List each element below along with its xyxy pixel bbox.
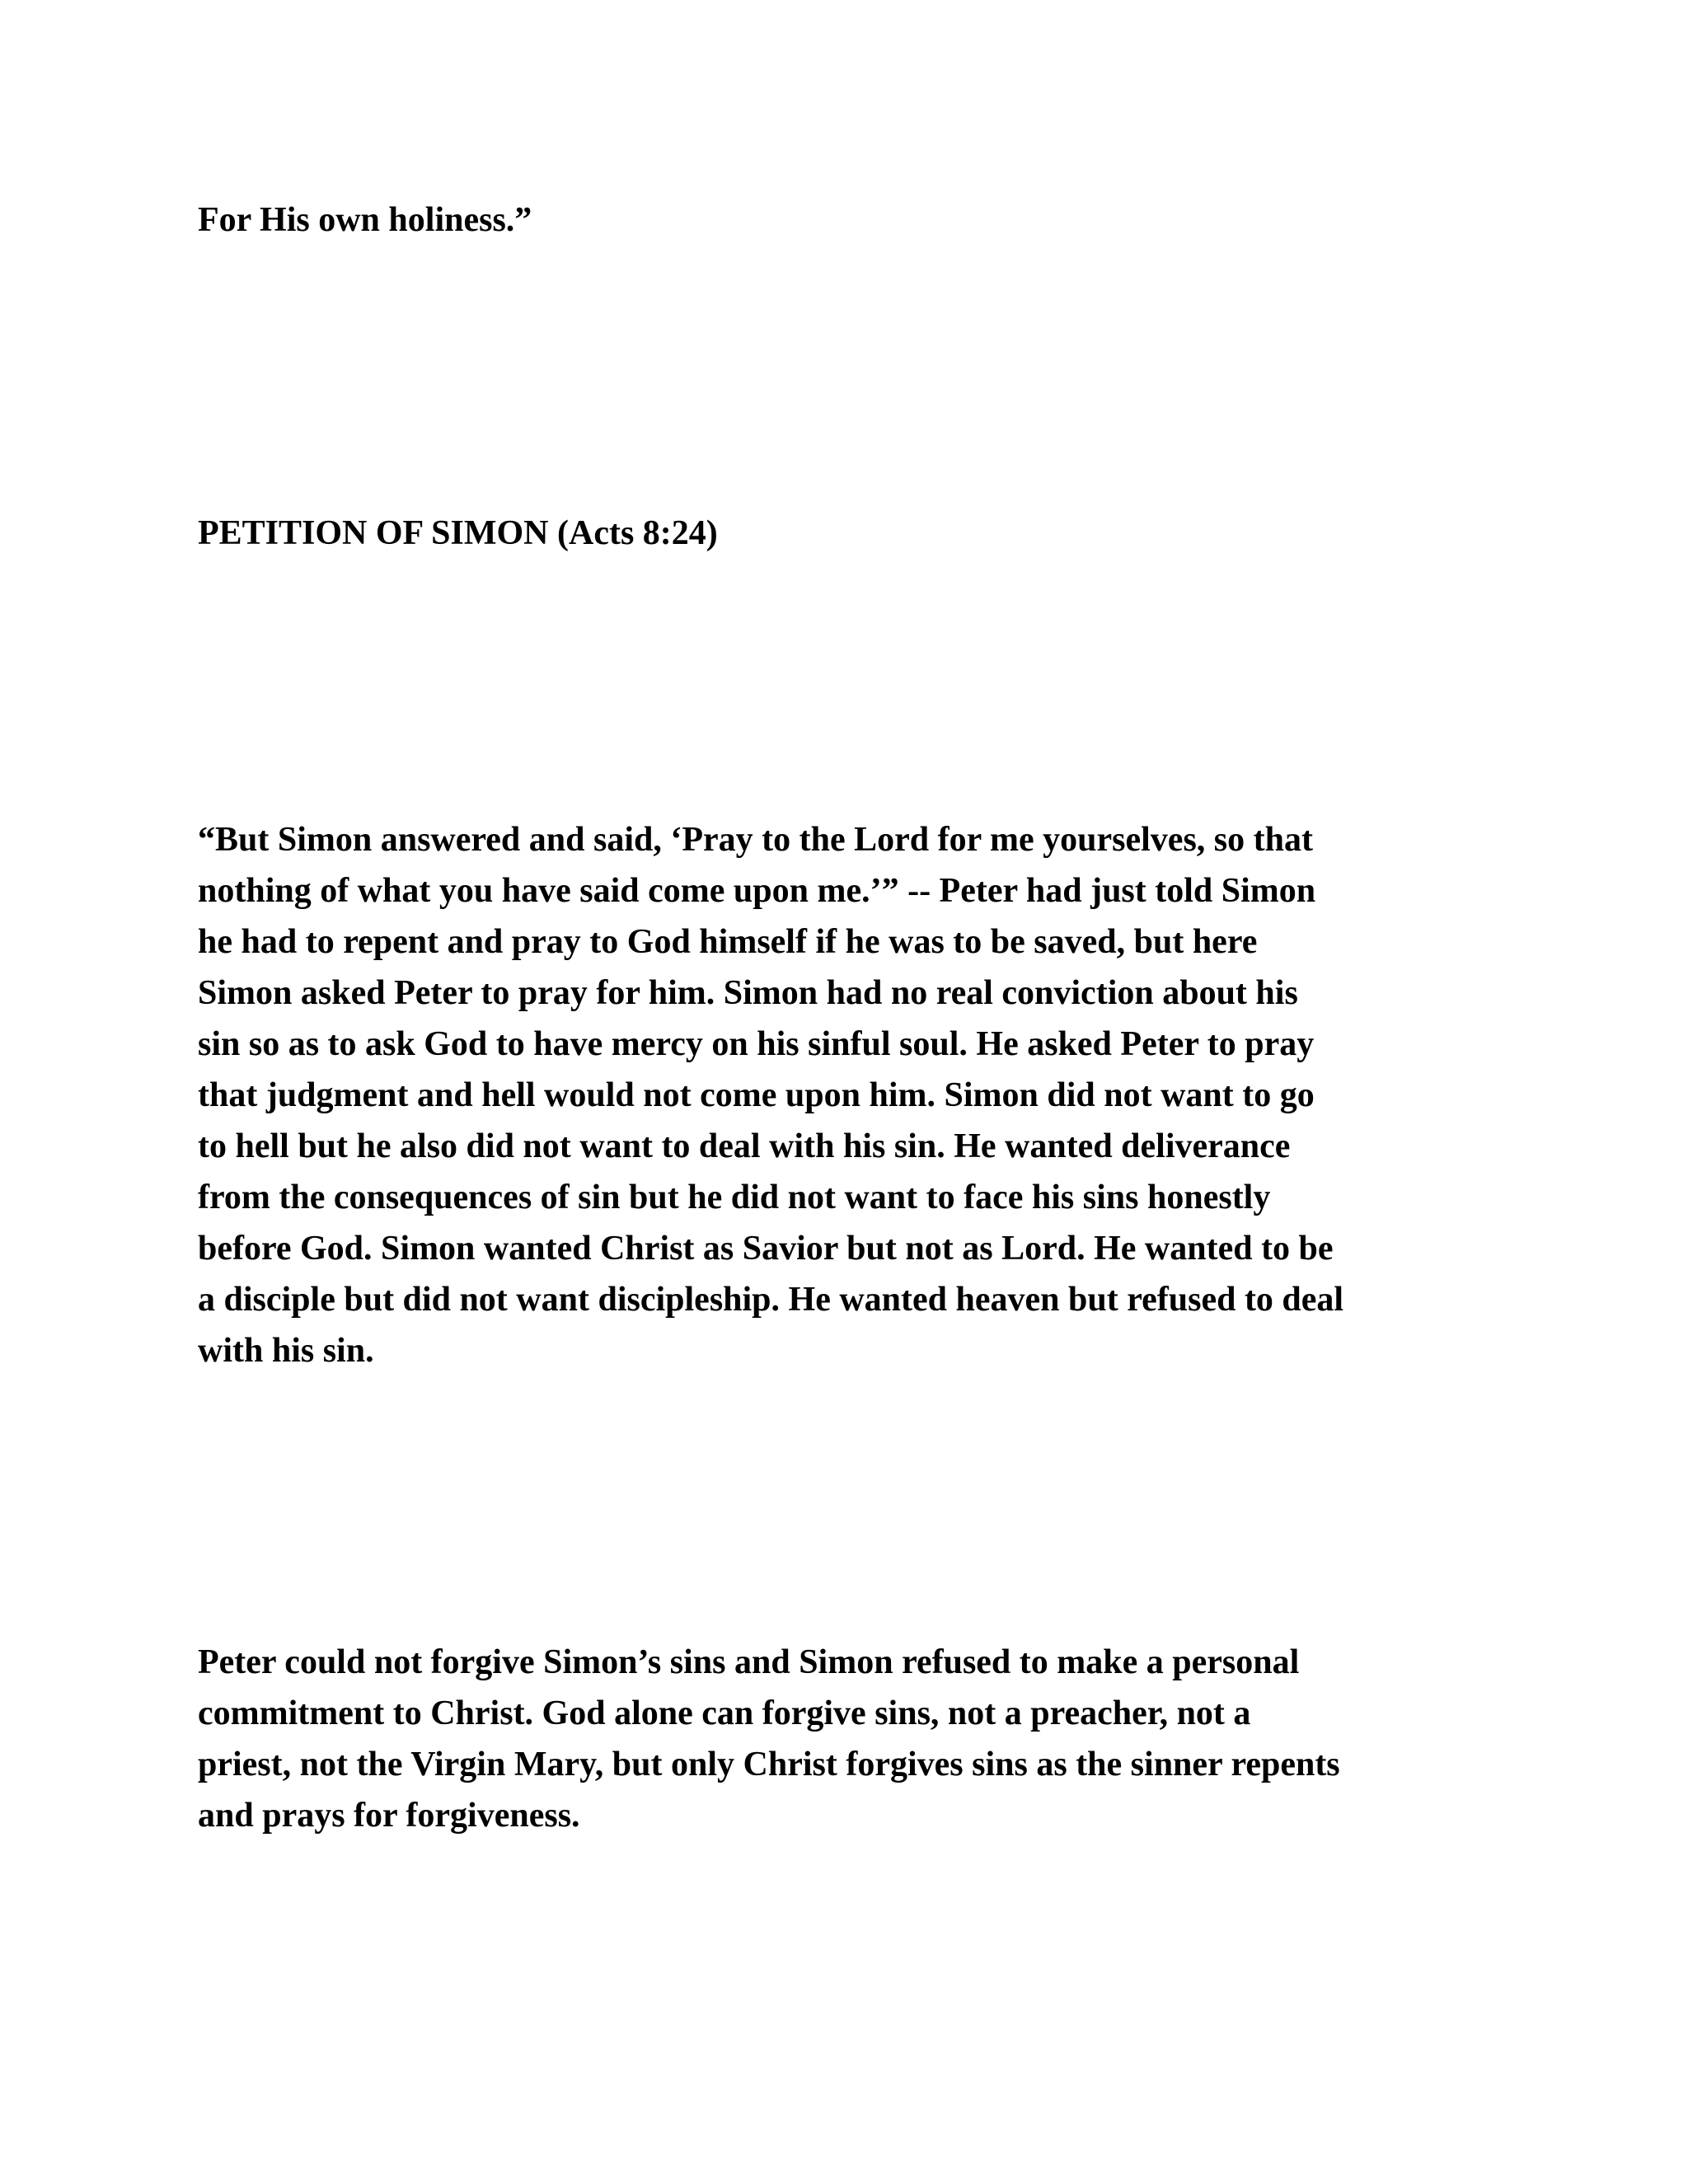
paragraph-forgiveness (198, 1637, 1340, 1841)
paragraph-line: that judgment and hell would not come upon him. Simon did not want to go (198, 1076, 1315, 1114)
paragraph-line: Simon asked Peter to pray for him. Simon had no real conviction about his (198, 974, 1298, 1012)
paragraph-line: he had to repent and pray to God himself if he was to be saved, but here (198, 923, 1258, 961)
paragraph-line: from the consequences of sin but he did not want to face his sins honestly (198, 1179, 1271, 1216)
paragraph-line: to hell but he also did not want to deal with his sin. He wanted deliverance (198, 1127, 1291, 1165)
paragraph-line: sin so as to ask God to have mercy on his sinful soul. He asked Peter to pray (198, 1025, 1315, 1063)
paragraph-commentary (198, 814, 1343, 1376)
paragraph-line: a disciple but did not want discipleship. He wanted heaven but refused to deal (198, 1281, 1344, 1319)
paragraph-line: Peter could not forgive Simon’s sins and Simon refused to make a personal (198, 1643, 1300, 1681)
section-heading: PETITION OF SIMON (Acts 8:24) (198, 514, 718, 552)
paragraph-line: and prays for forgiveness. (198, 1797, 580, 1835)
paragraph-line: with his sin. (198, 1332, 374, 1370)
paragraph-line: nothing of what you have said come upon me.’” -- Peter had just told Simon (198, 872, 1316, 910)
paragraph-line: “But Simon answered and said, ‘Pray to the Lord for me yourselves, so that (198, 821, 1313, 859)
paragraph-line: before God. Simon wanted Christ as Savior but not as Lord. He wanted to be (198, 1230, 1334, 1268)
paragraph-line: priest, not the Virgin Mary, but only Christ forgives sins as the sinner repents (198, 1746, 1340, 1783)
opening-line: For His own holiness.” (198, 201, 532, 239)
paragraph-line: commitment to Christ. God alone can forgive sins, not a preacher, not a (198, 1694, 1251, 1732)
